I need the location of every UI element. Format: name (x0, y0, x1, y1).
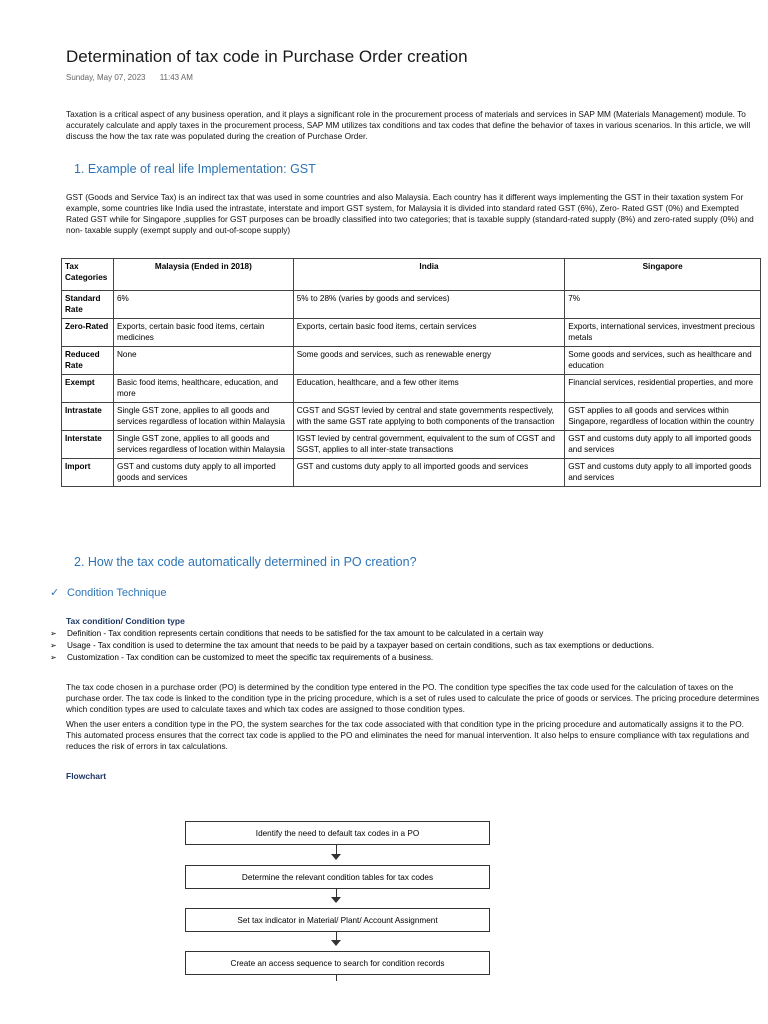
flowchart-step-4 (185, 951, 490, 975)
table-row (62, 291, 761, 319)
table-cell: Financial services, residential properties, and more (565, 375, 761, 403)
page-title: Determination of tax code in Purchase Order creation (66, 47, 468, 66)
section-1-body: GST (Goods and Service Tax) is an indirect tax that was used in some countries and also Malaysia. Each country has it different ways implementing the GST in their taxation system For example, some countries like India used the intrastate, interstate and import GST system, for Malaysia it is divided into standard rated GST (6%), Zero- Rated GST (0%) and Exempted Rated GST while for Singapore ,supplies for GST purposes can be broadly classified into two categories; that is taxable supply (standard-rated supply (8%) and zero-rated supply (0%) and non- taxable supply (exempt supply and out-of-scope supply) (66, 192, 754, 235)
list-item (50, 628, 760, 640)
arrow-bullet-icon: ➢ (50, 653, 57, 662)
table-cell: 6% (113, 291, 293, 319)
flowchart-step-label: Identify the need to default tax codes in a PO (255, 828, 420, 838)
table-row (62, 431, 761, 459)
table-cell: Some goods and services, such as renewable energy (293, 347, 565, 375)
table-cell: Single GST zone, applies to all goods and services regardless of location within Malaysia (113, 431, 293, 459)
flowchart-step-label: Create an access sequence to search for condition records (230, 958, 445, 968)
table-cell: CGST and SGST levied by central and state governments respectively, with the same GST rate applying to both components of the transaction (293, 403, 565, 431)
section-2-heading: 2. How the tax code automatically determined in PO creation? (74, 555, 417, 569)
table-cell: GST applies to all goods and services within Singapore, regardless of location within the country (565, 403, 761, 431)
table-cell-category: Interstate (62, 431, 114, 459)
page-meta (66, 73, 193, 82)
page-date: Sunday, May 07, 2023 (66, 73, 146, 82)
table-cell: Exports, international services, investment precious metals (565, 319, 761, 347)
flowchart-heading: Flowchart (66, 771, 107, 781)
table-cell: Basic food items, healthcare, education, and more (113, 375, 293, 403)
flowchart-step-3 (185, 908, 490, 932)
condition-type-paragraph: The tax code chosen in a purchase order (PO) is determined by the condition type entered in the PO. The condition type specifies the tax code used for the calculation of taxes on the purchase order. The tax code is linked to the condition type in the pricing procedure, which is a set of rules used to calculate the price of goods or services. The pricing procedure determines which condition types are used to calculate taxes and which tax codes are assigned to those condition types. (66, 682, 760, 714)
list-item (50, 652, 760, 664)
gst-comparison-table (61, 258, 761, 487)
table-cell-category: Standard Rate (62, 291, 114, 319)
table-cell: Single GST zone, applies to all goods and services regardless of location within Malaysia (113, 403, 293, 431)
flowchart-step-2 (185, 865, 490, 889)
table-cell: IGST levied by central government, equivalent to the sum of CGST and SGST, applies to all inter-state transactions (293, 431, 565, 459)
table-cell: GST and customs duty apply to all imported goods and services (113, 459, 293, 487)
table-cell: Some goods and services, such as healthcare and education (565, 347, 761, 375)
table-row (62, 375, 761, 403)
section-1-heading: 1. Example of real life Implementation: GST (74, 162, 316, 176)
list-item-text: Definition - Tax condition represents certain conditions that needs to be satisfied for the tax amount to be calculated in a certain way (67, 629, 544, 638)
list-item (50, 640, 760, 652)
table-cell: GST and customs duty apply to all imported goods and services (565, 431, 761, 459)
table-cell: None (113, 347, 293, 375)
table-header-cell: Tax Categories (62, 259, 114, 291)
arrow-bullet-icon: ➢ (50, 629, 57, 638)
flowchart-connector (336, 975, 337, 981)
flowchart-step-label: Set tax indicator in Material/ Plant/ Account Assignment (237, 915, 438, 925)
table-row (62, 459, 761, 487)
table-cell-category: Reduced Rate (62, 347, 114, 375)
table-cell: 7% (565, 291, 761, 319)
table-header-cell: India (293, 259, 565, 291)
table-header-row (62, 259, 761, 291)
arrow-down-icon (331, 940, 341, 946)
arrow-down-icon (331, 854, 341, 860)
arrow-bullet-icon: ➢ (50, 641, 57, 650)
arrow-down-icon (331, 897, 341, 903)
table-header-cell: Singapore (565, 259, 761, 291)
condition-technique-heading: Condition Technique (67, 587, 167, 599)
page-time: 11:43 AM (159, 73, 193, 82)
table-cell: 5% to 28% (varies by goods and services) (293, 291, 565, 319)
table-header-cell: Malaysia (Ended in 2018) (113, 259, 293, 291)
flowchart-step-label: Determine the relevant condition tables for tax codes (241, 872, 434, 882)
table-row (62, 347, 761, 375)
list-item-text: Usage - Tax condition is used to determine the tax amount that needs to be paid by a taxpayer based on certain conditions, such as tax exemptions or deductions. (67, 641, 654, 650)
flowchart-step-1 (185, 821, 490, 845)
table-cell: GST and customs duty apply to all imported goods and services (565, 459, 761, 487)
tax-condition-list (50, 628, 760, 664)
list-item-text: Customization - Tax condition can be customized to meet the specific tax requirements of a business. (67, 653, 434, 662)
automation-paragraph: When the user enters a condition type in the PO, the system searches for the tax code associated with that condition type in the pricing procedure and automatically assigns it to the PO. This automated process ensures that the correct tax code is applied to the PO and eliminates the need for manual intervention. It also helps to ensure compliance with tax regulations and reduces the risk of errors in tax calculations. (66, 719, 750, 751)
table-cell: Education, healthcare, and a few other items (293, 375, 565, 403)
intro-paragraph: Taxation is a critical aspect of any business operation, and it plays a significant role in the procurement process of materials and services in SAP MM (Materials Management) module. To accurately calculate and apply taxes in the procurement process, SAP MM utilizes tax conditions and tax codes that define the behavior of taxes in various scenarios. In this article, we will discuss the how the tax rate was populated during the creation of Purchase Order. (66, 109, 751, 141)
table-cell: Exports, certain basic food items, certain services (293, 319, 565, 347)
table-cell: Exports, certain basic food items, certain medicines (113, 319, 293, 347)
table-cell-category: Import (62, 459, 114, 487)
table-row (62, 403, 761, 431)
table-cell: GST and customs duty apply to all imported goods and services (293, 459, 565, 487)
checkmark-icon: ✓ (50, 587, 60, 599)
table-row (62, 319, 761, 347)
table-cell-category: Zero-Rated (62, 319, 114, 347)
table-cell-category: Exempt (62, 375, 114, 403)
tax-condition-heading: Tax condition/ Condition type (66, 616, 185, 626)
table-cell-category: Intrastate (62, 403, 114, 431)
